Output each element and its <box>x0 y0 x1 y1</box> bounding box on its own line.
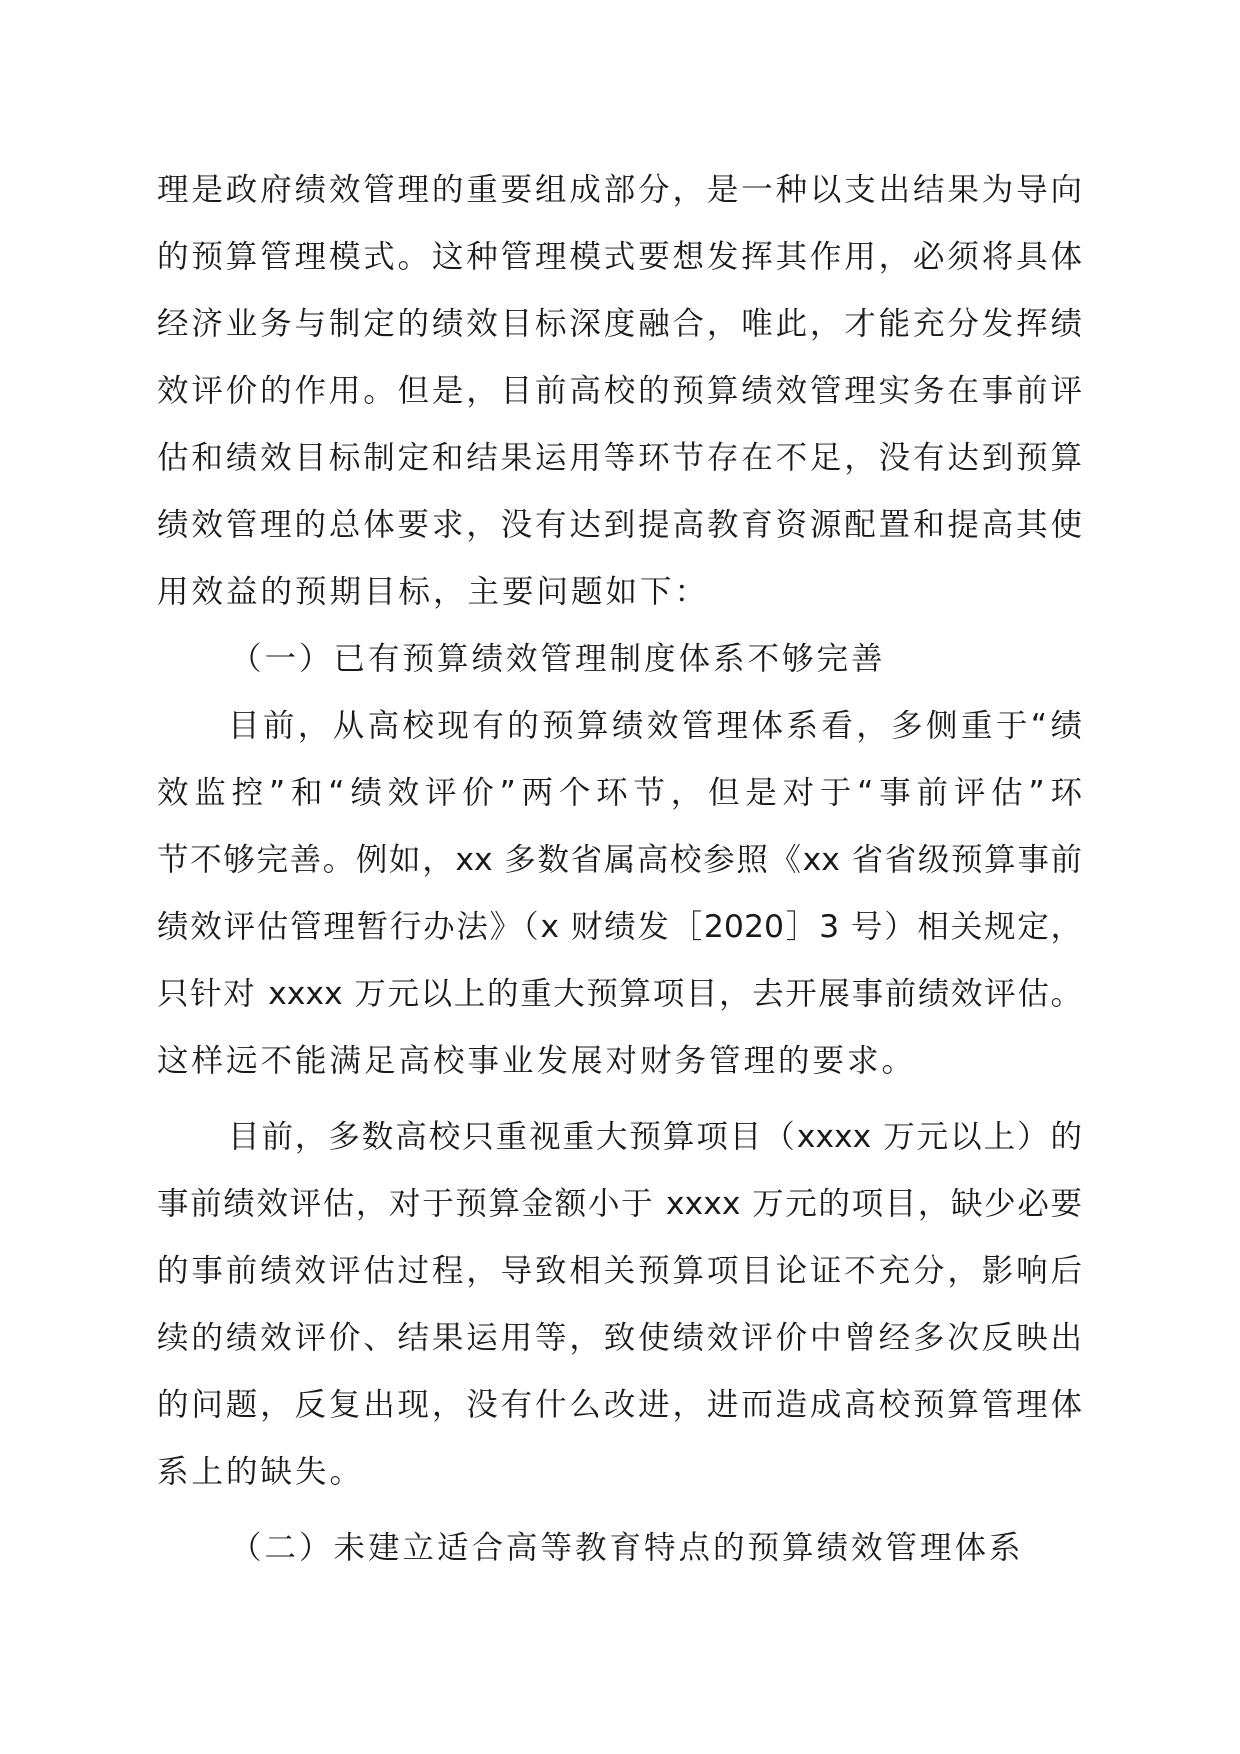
body-text-line: 用效益的预期目标，主要问题如下： <box>157 574 710 610</box>
body-text-line: 估和绩效目标制定和结果运用等环节存在不足，没有达到预算 <box>157 440 1082 476</box>
body-text-line: 效评价的作用。但是，目前高校的预算绩效管理实务在事前评 <box>157 373 1082 409</box>
body-text-line: 节不够完善。例如，xx 多数省属高校参照《xx 省省级预算事前 <box>157 842 1082 878</box>
body-text-line: 事前绩效评估，对于预算金额小于 xxxx 万元的项目，缺少必要 <box>157 1186 1082 1222</box>
body-text-line: 的问题，反复出现，没有什么改进，进而造成高校预算管理体 <box>157 1387 1082 1423</box>
section-heading-1: （一）已有预算绩效管理制度体系不够完善 <box>230 641 886 677</box>
body-text-line: 这样远不能满足高校事业发展对财务管理的要求。 <box>157 1043 917 1079</box>
body-text-line: 只针对 xxxx 万元以上的重大预算项目，去开展事前绩效评估。 <box>157 976 1082 1012</box>
body-text-line: 的事前绩效评估过程，导致相关预算项目论证不充分，影响后 <box>157 1253 1082 1289</box>
body-text-line: 续的绩效评价、结果运用等，致使绩效评价中曾经多次反映出 <box>157 1320 1082 1356</box>
body-text-line: 效监控”和“绩效评价”两个环节，但是对于“事前评估”环 <box>157 775 1082 811</box>
body-text-line: 经济业务与制定的绩效目标深度融合，唯此，才能充分发挥绩 <box>157 306 1082 342</box>
body-text-line: 理是政府绩效管理的重要组成部分，是一种以支出结果为导向 <box>157 172 1082 208</box>
body-text-line: 目前，多数高校只重视重大预算项目（xxxx 万元以上）的 <box>228 1119 1082 1155</box>
section-heading-2: （二）未建立适合高等教育特点的预算绩效管理体系 <box>230 1530 1024 1566</box>
body-text-line: 绩效评估管理暂行办法》（x 财绩发［2020］3 号）相关规定， <box>157 909 1082 945</box>
body-text-line: 绩效管理的总体要求，没有达到提高教育资源配置和提高其使 <box>157 507 1082 543</box>
body-text-line: 目前，从高校现有的预算绩效管理体系看，多侧重于“绩 <box>228 708 1082 744</box>
body-text-line: 系上的缺失。 <box>157 1454 365 1490</box>
body-text-line: 的预算管理模式。这种管理模式要想发挥其作用，必须将具体 <box>157 239 1082 275</box>
